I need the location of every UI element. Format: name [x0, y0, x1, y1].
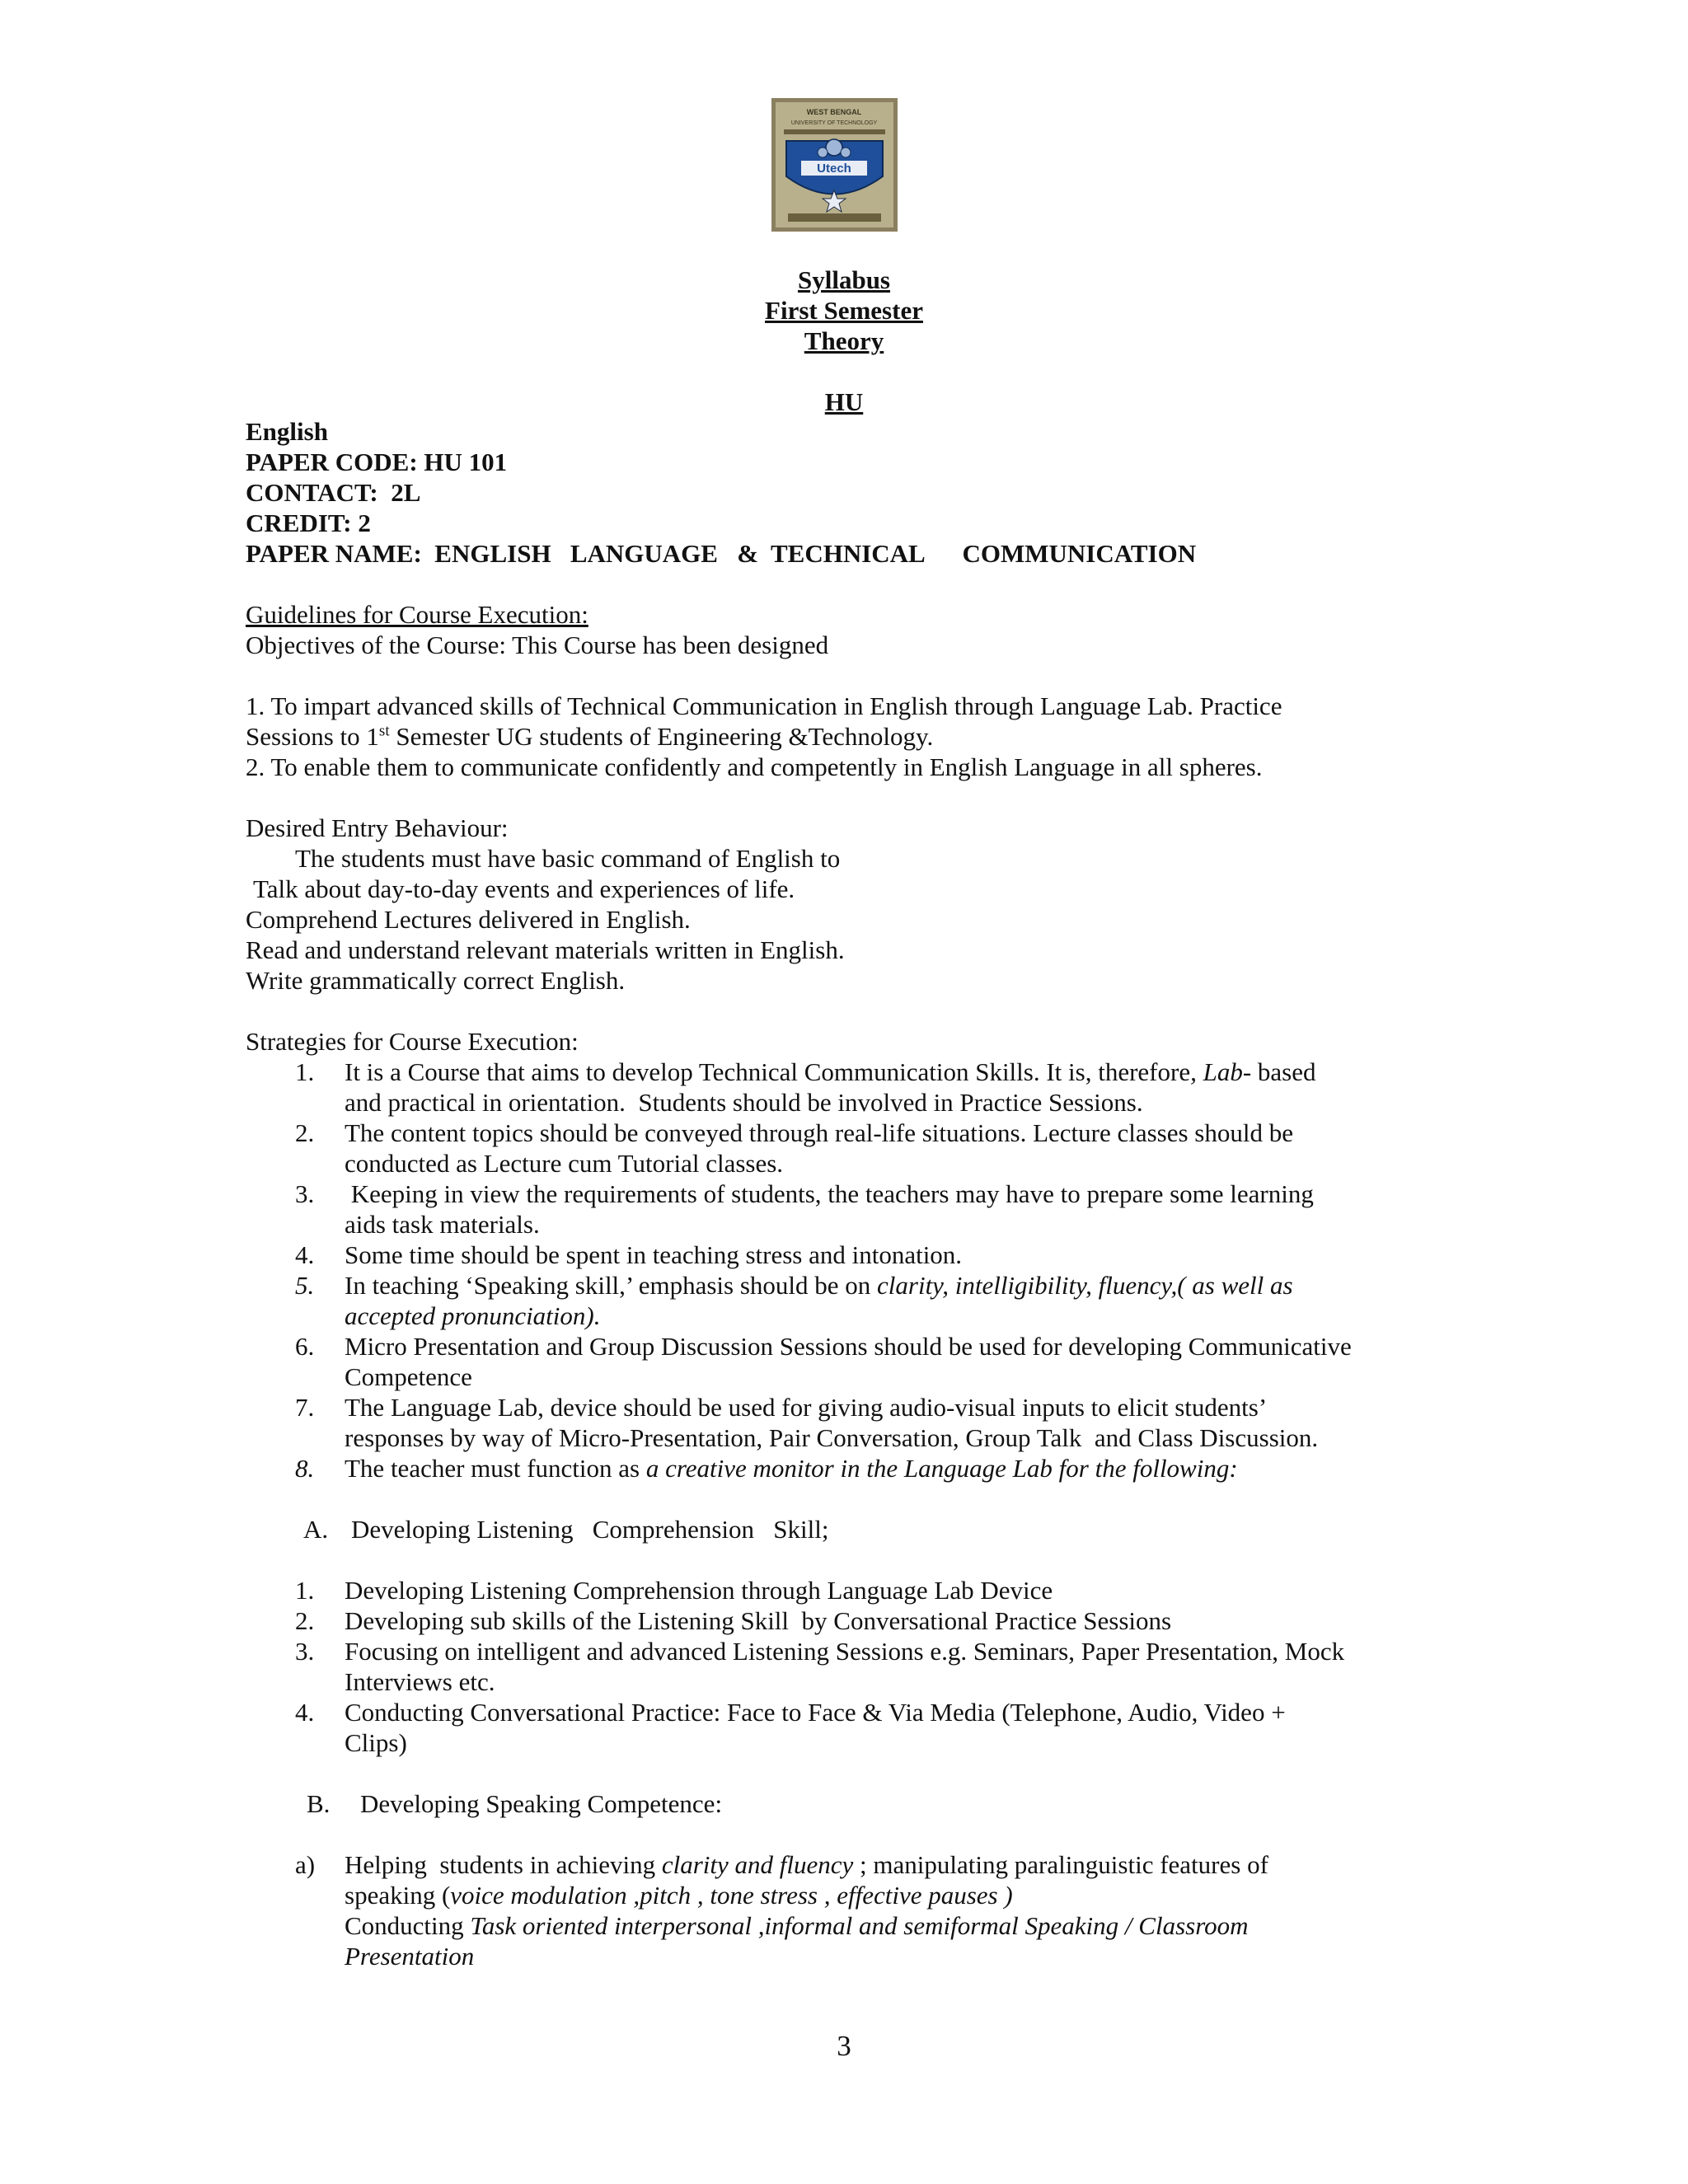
entry-heading: Desired Entry Behaviour:: [246, 813, 509, 842]
guidelines-heading: Guidelines for Course Execution:: [246, 600, 588, 629]
strategy-1-italic: , Lab-: [1190, 1057, 1252, 1086]
strategy-6-line-b: Competence: [345, 1362, 472, 1391]
strategy-7-number: 7.: [295, 1393, 315, 1422]
section-b-text-2: speaking (: [345, 1881, 451, 1910]
logo-emblem-right: [841, 148, 851, 157]
objective-1-sup: st: [378, 722, 390, 740]
header-theory: Theory: [804, 326, 884, 355]
entry-line-1: The students must have basic command of English to: [295, 844, 841, 873]
objective-1-text-post: Semester UG students of Engineering &Technology.: [389, 722, 934, 751]
strategy-5-italic: clarity, intelligibility, fluency,( as well as: [877, 1271, 1293, 1300]
entry-line-3: Comprehend Lectures delivered in English.: [246, 905, 691, 934]
paper-contact: CONTACT: 2L: [246, 478, 421, 507]
paper-subject: English: [246, 417, 328, 446]
section-b-item-a-line-4: [345, 1941, 474, 1971]
paper-code: PAPER CODE: HU 101: [246, 448, 508, 476]
strategy-4-line-a: Some time should be spent in teaching stress and intonation.: [345, 1240, 963, 1269]
logo-band: [784, 129, 885, 134]
logo-center-text: Utech: [817, 162, 851, 176]
section-a-item-1: Developing Listening Comprehension through Language Lab Device: [345, 1576, 1053, 1605]
section-b-italic-4: Presentation: [345, 1942, 475, 1971]
section-a-item-1-number: 1.: [295, 1576, 315, 1605]
logo-ribbon: [788, 213, 881, 222]
objective-1-text: Sessions to 1: [246, 722, 379, 751]
section-b-text-3: Conducting: [345, 1911, 471, 1940]
strategy-5-text: In teaching ‘Speaking skill,’ emphasis should be on: [345, 1271, 878, 1300]
strategy-2-line-b: conducted as Lecture cum Tutorial classes.: [345, 1149, 784, 1178]
page-number: 3: [837, 2030, 851, 2062]
strategy-5-italic-b: accepted pronunciation).: [345, 1301, 601, 1330]
section-b-label: B.: [307, 1789, 331, 1818]
section-b-italic-2: voice modulation ,pitch , tone stress , effective pauses ): [450, 1881, 1013, 1910]
logo-emblem-icon: [826, 139, 842, 156]
section-b-italic-3: Task oriented interpersonal ,informal and semiformal Speaking / Classroom: [470, 1911, 1249, 1940]
strategy-5-line-b: [345, 1301, 600, 1331]
section-a-item-2-number: 2.: [295, 1606, 315, 1635]
section-b-item-a-line-2: [345, 1880, 1013, 1910]
strategy-1-text: It is a Course that aims to develop Technical Communication Skills. It is, therefore: [345, 1057, 1191, 1086]
section-a-item-4-number: 4.: [295, 1698, 315, 1727]
strategy-2-number: 2.: [295, 1118, 315, 1147]
section-a-item-3-line-b: Interviews etc.: [345, 1667, 495, 1696]
section-b-item-a-line-1: [345, 1849, 1268, 1880]
strategy-7-line-b: responses by way of Micro-Presentation, Pair Conversation, Group Talk and Class Discussion.: [345, 1423, 1319, 1452]
header-syllabus: Syllabus: [797, 265, 890, 294]
section-a-item-4-line-a: Conducting Conversational Practice: Face to Face & Via Media (Telephone, Audio, Video +: [345, 1698, 1286, 1727]
objective-1-line-b: [246, 721, 933, 752]
entry-line-2: Talk about day-to-day events and experiences of life.: [253, 874, 795, 903]
university-logo: [771, 98, 898, 232]
strategy-8-number-text: 8.: [295, 1454, 315, 1483]
section-a-item-3-number: 3.: [295, 1637, 315, 1666]
strategy-8-italic: a creative monitor in the Language Lab for the following:: [645, 1454, 1238, 1483]
strategy-3-number: 3.: [295, 1179, 315, 1208]
strategy-1-number: 1.: [295, 1057, 315, 1086]
strategy-4-number: 4.: [295, 1240, 315, 1269]
section-b-item-a-label: a): [295, 1850, 316, 1879]
section-a-item-2: Developing sub skills of the Listening Skill by Conversational Practice Sessions: [345, 1606, 1172, 1635]
strategies-heading: Strategies for Course Execution:: [246, 1027, 579, 1056]
strategy-5-line-a: [345, 1270, 1293, 1301]
strategy-1-line-a: [345, 1057, 1316, 1087]
objectives-line: Objectives of the Course: This Course has been designed: [246, 630, 829, 659]
section-b-title: Developing Speaking Competence:: [360, 1789, 723, 1818]
strategy-1-text-post: based: [1251, 1057, 1316, 1086]
header-dept: HU: [824, 387, 864, 416]
paper-credit: CREDIT: 2: [246, 509, 371, 537]
strategy-6-number: 6.: [295, 1332, 315, 1361]
section-b-text-1: Helping students in achieving: [345, 1850, 662, 1879]
section-a-label: A.: [303, 1515, 329, 1544]
strategy-8-number: [295, 1453, 314, 1483]
logo-top-text-2: UNIVERSITY OF TECHNOLOGY: [790, 120, 878, 126]
entry-line-5: Write grammatically correct English.: [246, 966, 626, 995]
strategy-3-line-a: Keeping in view the requirements of students, the teachers may have to prepare some learning: [345, 1179, 1314, 1208]
entry-line-4: Read and understand relevant materials written in English.: [246, 935, 845, 964]
section-b-item-a-line-3: [345, 1910, 1249, 1941]
logo-emblem-left: [818, 148, 828, 157]
section-a-item-4-line-b: Clips): [345, 1728, 407, 1757]
strategy-5-number-text: 5.: [295, 1271, 315, 1300]
section-b-text-1-post: ; manipulating paralinguistic features of: [853, 1850, 1268, 1879]
strategy-8-line-a: [345, 1453, 1238, 1483]
strategy-6-line-a: Micro Presentation and Group Discussion Sessions should be used for developing Communicative: [345, 1332, 1352, 1361]
strategy-2-line-a: The content topics should be conveyed through real-life situations. Lecture classes should be: [345, 1118, 1293, 1147]
paper-name: PAPER NAME: ENGLISH LANGUAGE & TECHNICAL COMMUNICATION: [246, 539, 1197, 568]
section-b-italic-1: clarity and fluency: [661, 1850, 854, 1879]
strategy-8-text: The teacher must function as: [345, 1454, 646, 1483]
section-a-item-3-line-a: Focusing on intelligent and advanced Listening Sessions e.g. Seminars, Paper Presentation, Mock: [345, 1637, 1345, 1666]
section-a-title: Developing Listening Comprehension Skill;: [351, 1515, 829, 1544]
strategy-5-number: [295, 1270, 314, 1301]
objective-1-line-a: 1. To impart advanced skills of Technical Communication in English through Language Lab. Practice: [246, 691, 1282, 720]
strategy-3-line-b: aids task materials.: [345, 1210, 540, 1239]
logo-top-text-1: WEST BENGAL: [806, 108, 862, 116]
header-semester: First Semester: [765, 296, 923, 325]
objective-2-line: 2. To enable them to communicate confidently and competently in English Language in all spheres.: [246, 752, 1263, 781]
strategy-7-line-a: The Language Lab, device should be used for giving audio-visual inputs to elicit students’: [345, 1393, 1268, 1422]
strategy-1-line-b: and practical in orientation. Students should be involved in Practice Sessions.: [345, 1088, 1143, 1117]
